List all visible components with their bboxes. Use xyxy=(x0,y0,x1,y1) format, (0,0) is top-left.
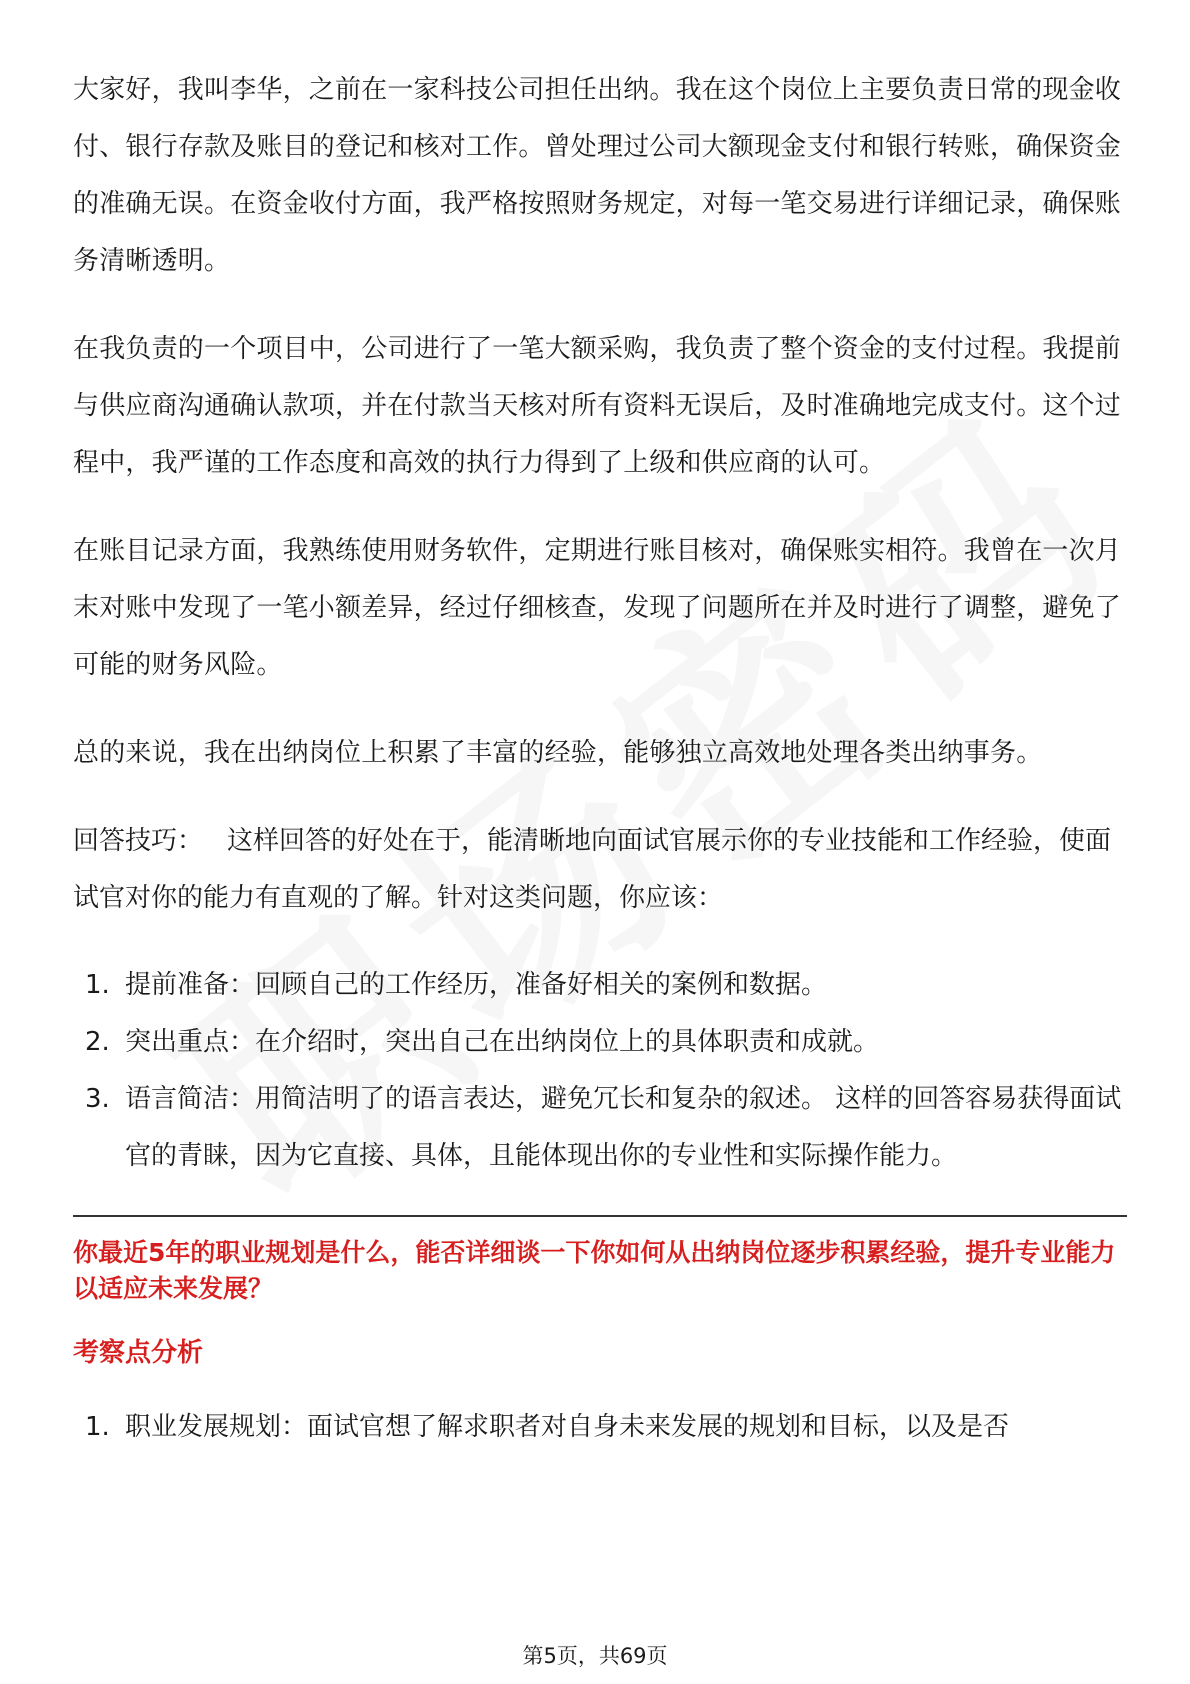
section-divider xyxy=(73,1215,1127,1217)
document-body xyxy=(73,62,1127,1456)
list-item xyxy=(73,957,1127,1014)
tips-list xyxy=(73,957,1127,1185)
list-item-number: 1. xyxy=(85,970,110,1000)
list-item-number: 1. xyxy=(85,1412,110,1442)
paragraph-summary: 总的来说，我在出纳岗位上积累了丰富的经验，能够独立高效地处理各类出纳事务。 xyxy=(73,738,1043,768)
list-item-number: 3. xyxy=(85,1084,110,1114)
answer-tips-label: 回答技巧： xyxy=(73,826,204,856)
paragraph-intro: 大家好，我叫李华，之前在一家科技公司担任出纳。我在这个岗位上主要负责日常的现金收付、银行存款及账目的登记和核对工作。曾处理过公司大额现金支付和银行转账，确保资金的准确无误。在资金收付方面，我严格按照财务规定，对每一笔交易进行详细记录，确保账务清晰透明。 xyxy=(73,75,1122,276)
answer-tips-text: 这样回答的好处在于，能清晰地向面试官展示你的专业技能和工作经验，使面试官对你的能力有直观的了解。针对这类问题，你应该： xyxy=(73,826,1112,913)
paragraph-accounting: 在账目记录方面，我熟练使用财务软件，定期进行账目核对，确保账实相符。我曾在一次月末对账中发现了一笔小额差异，经过仔细核查，发现了问题所在并及时进行了调整，避免了可能的财务风险。 xyxy=(73,536,1122,680)
answer-tips xyxy=(73,813,1127,927)
list-item-text: 语言简洁：用简洁明了的语言表达，避免冗长和复杂的叙述。 这样的回答容易获得面试官的青睐，因为它直接、具体，且能体现出你的专业性和实际操作能力。 xyxy=(125,1084,1122,1171)
page-number: 第5页，共69页 xyxy=(522,1644,668,1668)
list-item xyxy=(73,1399,1127,1456)
list-item-text: 职业发展规划：面试官想了解求职者对自身未来发展的规划和目标，以及是否 xyxy=(125,1412,1010,1442)
list-item-number: 2. xyxy=(85,1027,110,1057)
list-item xyxy=(73,1014,1127,1071)
question-heading: 你最近5年的职业规划是什么，能否详细谈一下你如何从出纳岗位逐步积累经验，提升专业能力以适应未来发展？ xyxy=(73,1238,1116,1303)
list-item-text: 突出重点：在介绍时，突出自己在出纳岗位上的具体职责和成就。 xyxy=(125,1027,880,1057)
list-item xyxy=(73,1071,1127,1185)
list-item-text: 提前准备：回顾自己的工作经历，准备好相关的案例和数据。 xyxy=(125,970,828,1000)
analysis-list xyxy=(73,1399,1127,1456)
analysis-heading: 考察点分析 xyxy=(73,1338,204,1368)
paragraph-project: 在我负责的一个项目中，公司进行了一笔大额采购，我负责了整个资金的支付过程。我提前与供应商沟通确认款项，并在付款当天核对所有资料无误后，及时准确地完成支付。这个过程中，我严谨的工作态度和高效的执行力得到了上级和供应商的认可。 xyxy=(73,334,1122,478)
